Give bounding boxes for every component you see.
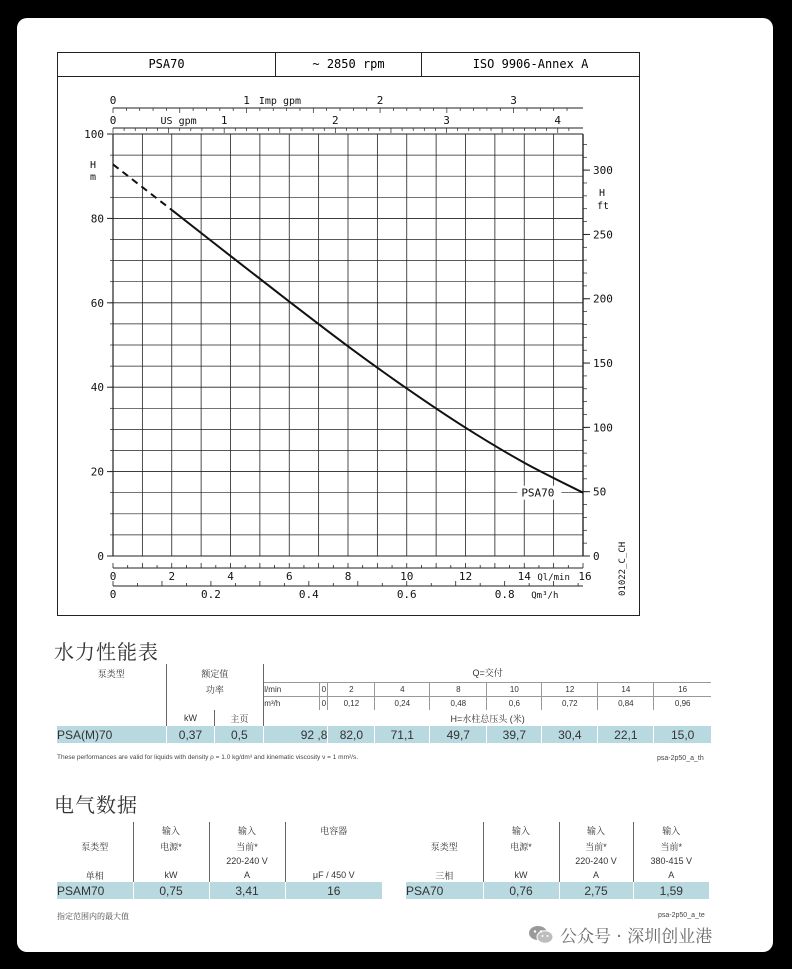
el-l-empty: [57, 822, 133, 838]
el-r-input: 输入: [483, 822, 559, 838]
chart-code-label: 01022_C_CH: [618, 541, 628, 596]
y-right-axis-label: H: [599, 188, 606, 199]
electrical-table-right: [406, 822, 709, 899]
el-l-current: 当前*: [209, 838, 285, 854]
x-top-us-tick-label: 1: [220, 114, 228, 127]
chart-labels: [84, 94, 628, 601]
el-r-input2: 输入: [559, 822, 633, 838]
el-l-input2: 输入: [209, 822, 285, 838]
y-left-tick-label: 40: [90, 381, 104, 395]
hydraulic-table: [57, 664, 711, 743]
hyd-lmin-2: 4: [375, 682, 430, 696]
y-right-unit-label: ft: [597, 201, 610, 212]
hyd-lmin-1: 2: [328, 682, 375, 696]
el-r-input3: 输入: [662, 825, 681, 836]
el-r-empty-3: [483, 854, 559, 868]
electrical-table-left: [57, 822, 382, 899]
el-r-a3: A: [668, 870, 675, 880]
hyd-col-kw: kW: [166, 710, 215, 726]
x-primary-tick-label: 14: [517, 570, 531, 583]
hyd-row-kw: 0,37: [166, 726, 215, 743]
y-left-unit-label: m: [89, 172, 97, 183]
hyd-val-6: 22,1: [598, 726, 654, 743]
el-l-empty-5: [285, 854, 382, 868]
hyd-unit-lmin: l/min: [264, 682, 320, 696]
header-speed: ~ 2850 rpm: [276, 53, 422, 76]
hyd-lmin-7: 16: [654, 682, 711, 696]
hyd-col-type: 泵类型: [57, 664, 166, 696]
y-right-tick-label: 250: [593, 228, 613, 242]
hyd-m3h-5: 0,72: [542, 696, 598, 710]
x-secondary-tick-label: 0: [109, 588, 117, 601]
hyd-val-3: 49,7: [430, 726, 487, 743]
hyd-val-2: 71,1: [375, 726, 430, 743]
hyd-col-power: 功率: [166, 682, 264, 696]
hyd-m3h-3: 0,48: [430, 696, 487, 710]
el-r-row: [406, 882, 709, 899]
hyd-empty: [57, 696, 166, 710]
hyd-val-4: 39,7: [487, 726, 542, 743]
hyd-m3h-4: 0,6: [487, 696, 542, 710]
el-r-kw: kW: [483, 868, 559, 882]
el-note: 指定范围内的最大值: [57, 912, 129, 921]
x-primary-tick-label: 10: [400, 570, 414, 583]
el-l-voltage: 220-240 V: [209, 854, 285, 868]
x-secondary-axis-label: Qm³/h: [531, 591, 559, 601]
document-page: [17, 18, 773, 952]
hyd-m3h-1: 0,12: [328, 696, 375, 710]
el-code: psa-2p50_a_te: [658, 912, 705, 919]
y-right-tick-label: 0: [593, 550, 600, 563]
watermark-text: 公众号 · 深圳创业港: [560, 927, 713, 947]
x-top-imp-tick-label: 0: [109, 94, 117, 107]
y-left-tick-label: 20: [90, 465, 104, 479]
x-top-imp-tick-label: 3: [510, 94, 517, 107]
x-top-imp-tick-label: 2: [376, 94, 384, 107]
x-primary-axis-label: Ql/min: [537, 573, 570, 583]
hyd-row: [57, 726, 711, 743]
y-left-tick-label: 0: [97, 550, 104, 563]
el-r-row-name: PSA70: [406, 882, 483, 899]
el-l-power: 电源*: [133, 838, 209, 854]
y-right-tick-label: 50: [593, 485, 607, 499]
x-top-us-tick-label: 3: [443, 114, 450, 127]
el-l-single: 单相: [57, 868, 133, 882]
hyd-lmin-4: 10: [487, 682, 542, 696]
y-right-tick-label: 100: [593, 421, 613, 435]
hyd-empty-2: [166, 696, 264, 710]
y-right-tick-label: 300: [593, 164, 613, 178]
el-l-empty-2: [285, 838, 382, 854]
hyd-row-name: PSA(M)70: [57, 726, 166, 743]
el-r-row-kw: 0,76: [483, 882, 559, 899]
el-l-row-kw: 0,75: [133, 882, 209, 899]
y-left-tick-label: 100: [84, 128, 104, 141]
chart-grid: [113, 134, 583, 556]
watermark: [528, 922, 712, 947]
el-l-row-cap: 16: [285, 882, 382, 899]
x-primary-tick-label: 2: [168, 570, 176, 583]
hyd-val-7: 15,0: [654, 726, 711, 743]
el-r-row-a2: 1,59: [633, 882, 709, 899]
el-l-kw: kW: [133, 868, 209, 882]
header-standard: ISO 9906-Annex A: [472, 57, 589, 71]
hyd-lmin-5: 12: [542, 682, 598, 696]
hyd-unit-m3h: m³/h: [264, 696, 320, 710]
el-r-empty: [406, 822, 483, 838]
x-primary-tick-label: 4: [227, 570, 234, 583]
el-r-current: 当前*: [559, 838, 633, 854]
hyd-lmin-0: 0: [320, 682, 328, 696]
el-l-input: 输入: [133, 822, 209, 838]
x-top-us-tick-label: 0: [109, 114, 117, 127]
el-l-empty-4: [133, 854, 209, 868]
hyd-note: These performances are valid for liquids with density ρ = 1.0 kg/dm³ and kinematic viscosity ν = 1 mm²/s.: [57, 754, 359, 761]
el-l-cap-unit: μF / 450 V: [312, 870, 355, 880]
y-right-tick-label: 150: [593, 357, 613, 371]
hyd-m3h-6: 0,84: [598, 696, 654, 710]
el-l-row-a: 3,41: [209, 882, 285, 899]
hyd-q-header: Q=交付: [264, 664, 711, 682]
el-r-power: 电源*: [483, 838, 559, 854]
x-primary-tick-label: 0: [109, 570, 117, 583]
hyd-row-hp: 0,5: [215, 726, 264, 743]
x-secondary-tick-label: 0.8: [494, 588, 515, 601]
el-r-voltage3: 380-415 V: [650, 856, 693, 866]
performance-chart: [17, 18, 773, 638]
x-top-imp-axis-label: Imp gpm: [258, 96, 302, 107]
hyd-val-0: 92 ,8: [264, 726, 328, 743]
hyd-val-5: 30,4: [542, 726, 598, 743]
el-l-row-name: PSAM70: [57, 882, 133, 899]
hyd-col-hp: 主页: [215, 710, 264, 726]
el-l-a: A: [209, 868, 285, 882]
electrical-title: 电气数据: [54, 793, 138, 817]
hydraulic-title: 水力性能表: [54, 640, 159, 664]
x-secondary-tick-label: 0.6: [396, 588, 417, 601]
hyd-m3h-2: 0,24: [375, 696, 430, 710]
y-left-tick-label: 80: [90, 212, 104, 226]
curve-label: PSA70: [521, 486, 555, 500]
el-r-row-a1: 2,75: [559, 882, 633, 899]
el-r-three: 三相: [406, 868, 483, 882]
x-secondary-tick-label: 0.2: [200, 588, 221, 601]
x-top-us-tick-label: 4: [554, 114, 562, 127]
el-r-voltage: 220-240 V: [559, 854, 633, 868]
el-l-type: 泵类型: [57, 838, 133, 854]
hyd-m3h-7: 0,96: [674, 698, 691, 708]
hyd-code: psa-2p50_a_th: [657, 755, 704, 762]
hyd-lmin-6: 14: [598, 682, 654, 696]
el-l-empty-3: [57, 854, 133, 868]
hyd-m3h-0: 0: [320, 696, 328, 710]
hyd-h-header: H=水柱总压头 (米): [450, 713, 525, 724]
x-top-imp-tick-label: 1: [243, 94, 250, 107]
el-l-cap: 电容器: [320, 825, 348, 836]
hyd-col-rated: 额定值: [166, 664, 264, 682]
x-top-us-tick-label: 2: [332, 114, 339, 127]
y-left-axis-label: H: [89, 160, 97, 171]
el-r-current3: 当前*: [660, 841, 682, 852]
x-primary-tick-label: 6: [285, 570, 293, 583]
el-l-row: [57, 882, 382, 899]
x-primary-tick-label: 12: [458, 570, 473, 583]
x-secondary-tick-label: 0.4: [298, 588, 319, 601]
hyd-val-1: 82,0: [328, 726, 375, 743]
header-model: PSA70: [58, 53, 276, 76]
y-left-tick-label: 60: [90, 296, 104, 310]
el-r-a: A: [559, 868, 633, 882]
el-r-empty-2: [406, 854, 483, 868]
x-top-us-axis-label: US gpm: [160, 116, 197, 127]
hyd-empty-3: [57, 710, 166, 726]
y-right-tick-label: 200: [593, 292, 613, 306]
wechat-icon: [528, 925, 554, 945]
x-primary-tick-label: 8: [344, 570, 352, 583]
el-r-type: 泵类型: [406, 838, 483, 854]
hyd-lmin-3: 8: [430, 682, 487, 696]
x-primary-tick-label: 16: [578, 570, 592, 583]
